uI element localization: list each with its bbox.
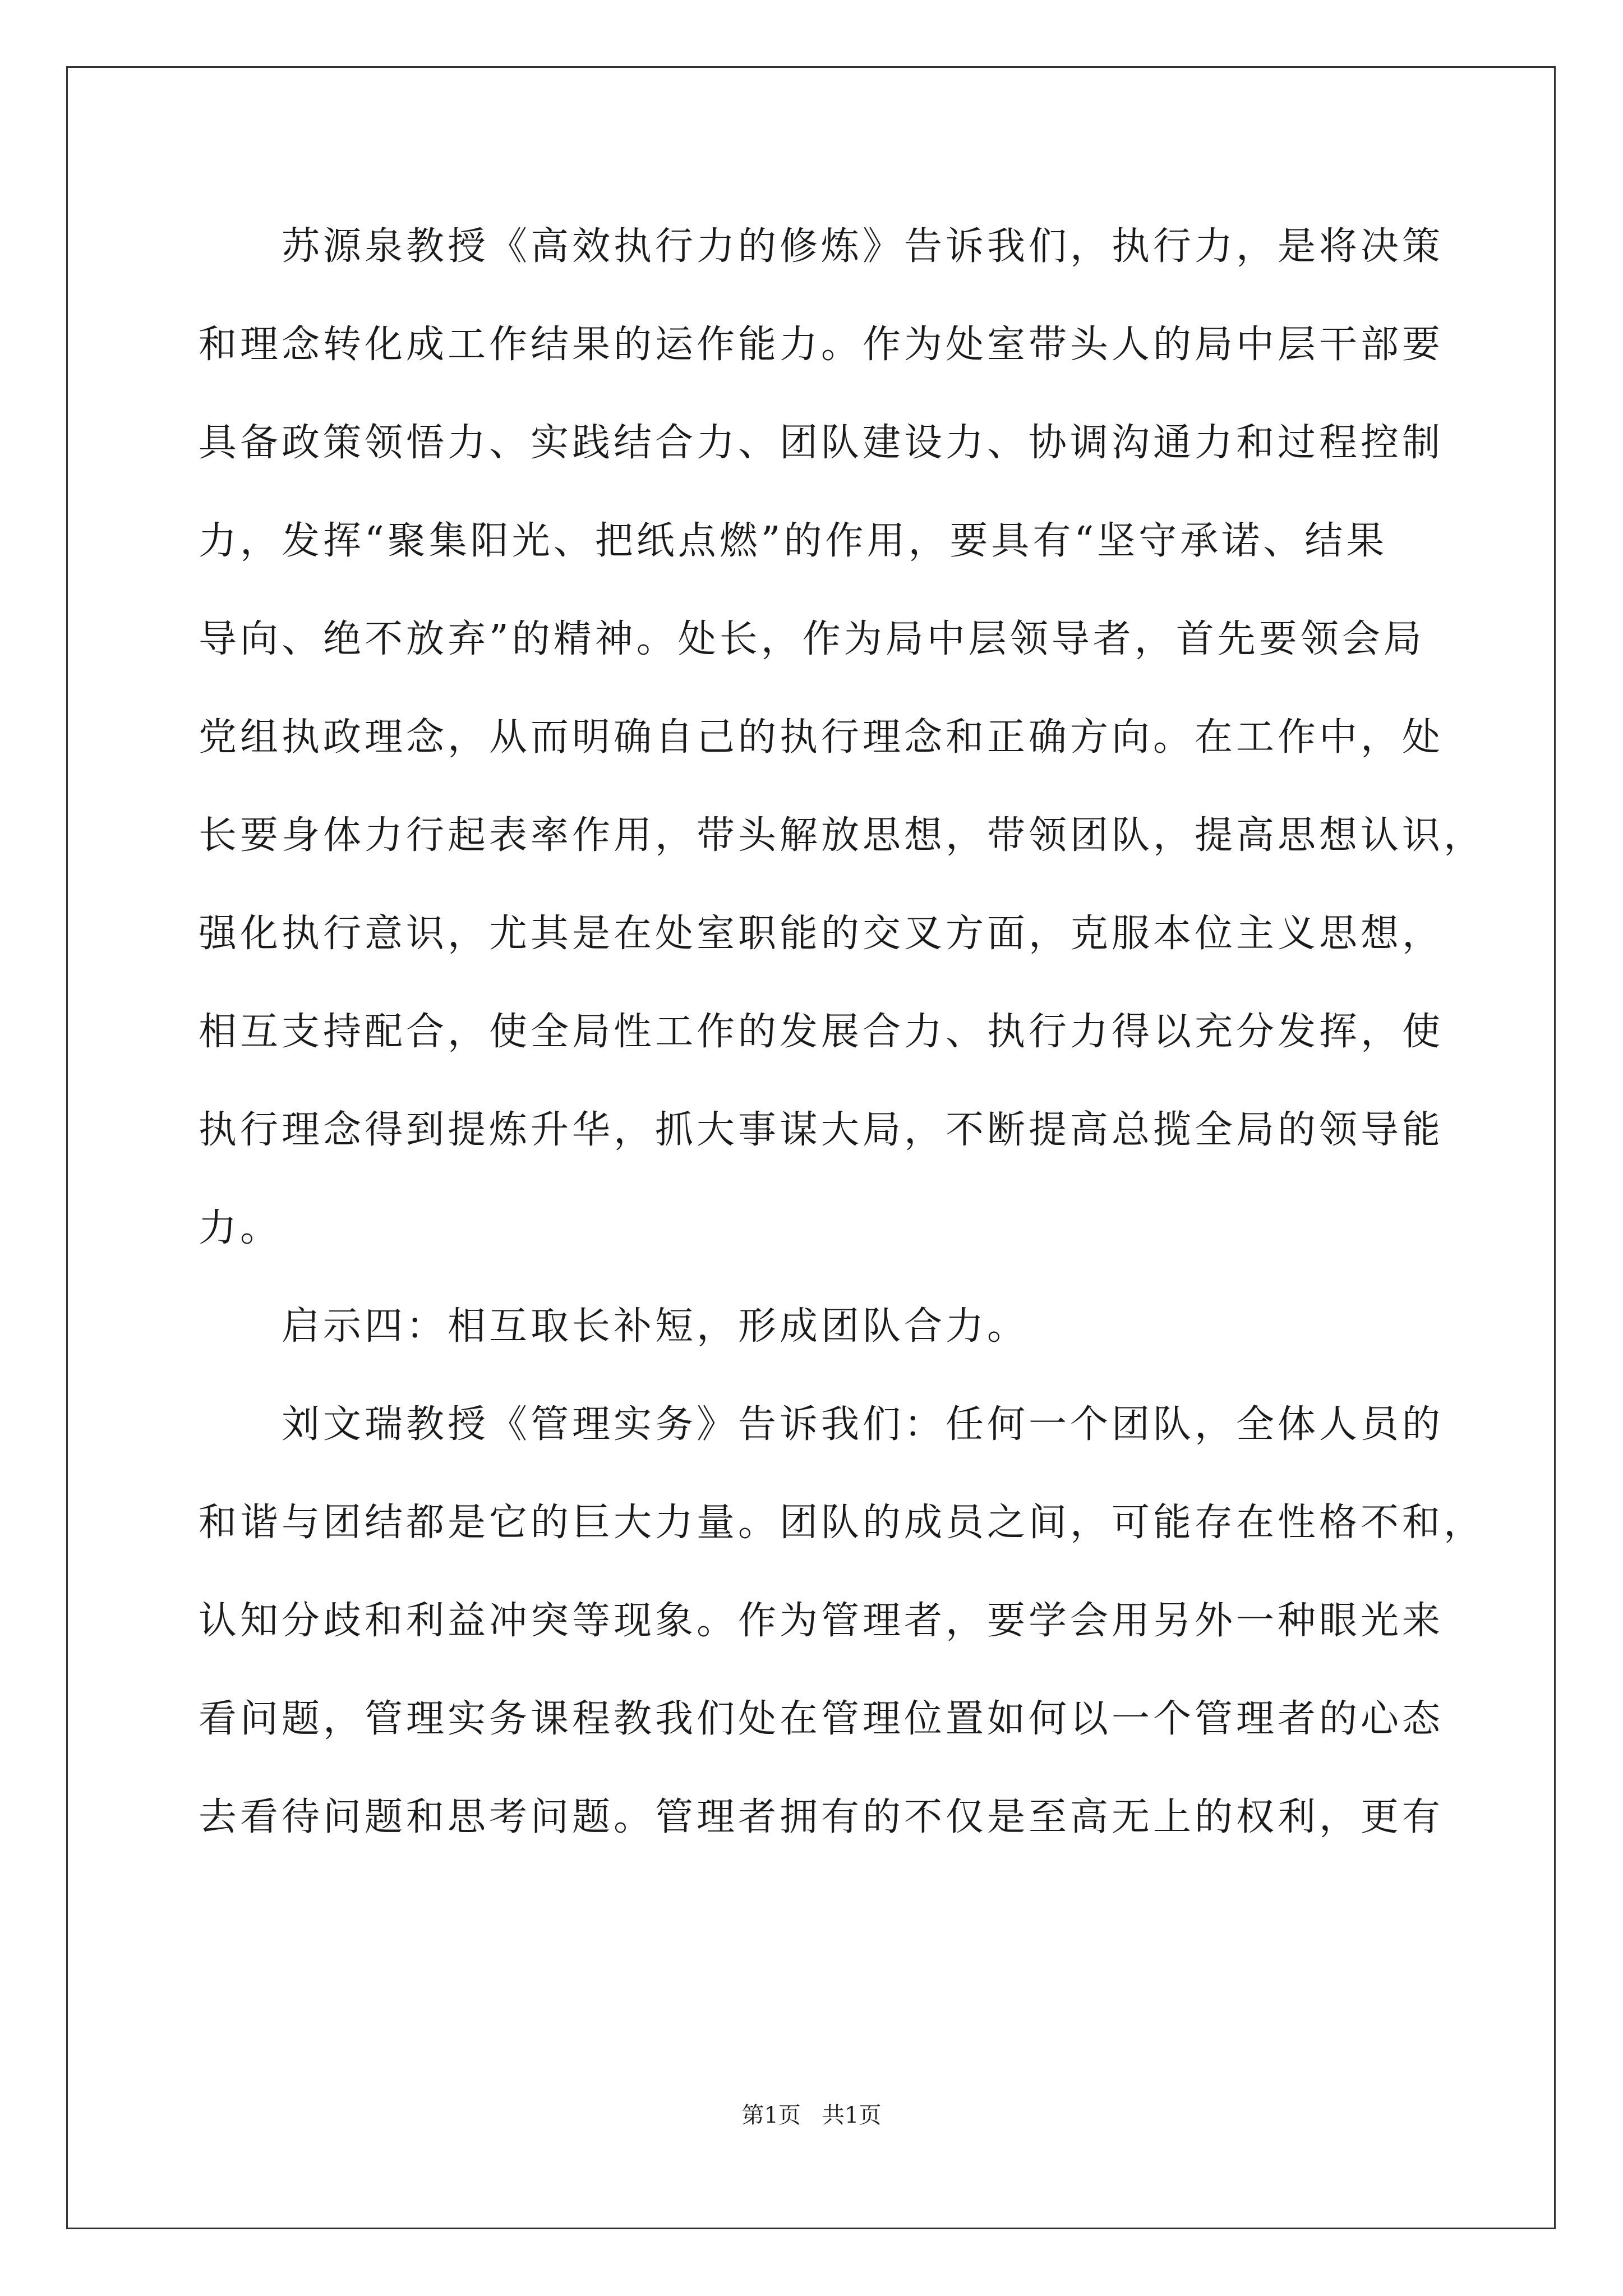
text-line: 苏源泉教授《高效执行力的修炼》告诉我们，执行力，是将决策 bbox=[199, 224, 1444, 269]
text-line: 认知分歧和利益冲突等现象。作为管理者，要学会用另外一种眼光来 bbox=[199, 1599, 1444, 1643]
text-line: 力，发挥“聚集阳光、把纸点燃”的作用，要具有“坚守承诺、结果 bbox=[199, 519, 1388, 563]
text-line: 看问题，管理实务课程教我们处在管理位置如何以一个管理者的心态 bbox=[199, 1697, 1444, 1741]
page-number-footer: 第1页 共1页 bbox=[741, 2102, 882, 2128]
text-line: 去看待问题和思考问题。管理者拥有的不仅是至高无上的权利，更有 bbox=[199, 1795, 1444, 1839]
text-line: 刘文瑞教授《管理实务》告诉我们：任何一个团队，全体人员的 bbox=[199, 1402, 1444, 1447]
text-line: 和理念转化成工作结果的运作能力。作为处室带头人的局中层干部要 bbox=[199, 323, 1444, 367]
text-line: 党组执政理念，从而明确自己的执行理念和正确方向。在工作中，处 bbox=[199, 715, 1444, 760]
text-line: 力。 bbox=[199, 1206, 282, 1250]
text-line: 强化执行意识，尤其是在处室职能的交叉方面，克服本位主义思想， bbox=[199, 912, 1444, 956]
text-line: 相互支持配合，使全局性工作的发展合力、执行力得以充分发挥，使 bbox=[199, 1010, 1444, 1054]
text-line: 执行理念得到提炼升华，抓大事谋大局，不断提高总揽全局的领导能 bbox=[199, 1108, 1444, 1152]
text-line: 长要身体力行起表率作用，带头解放思想，带领团队，提高思想认识， bbox=[199, 813, 1486, 858]
text-line: 导向、绝不放弃”的精神。处长，作为局中层领导者，首先要领会局 bbox=[199, 617, 1425, 661]
section-heading: 启示四：相互取长补短，形成团队合力。 bbox=[199, 1304, 1029, 1349]
text-line: 具备政策领悟力、实践结合力、团队建设力、协调沟通力和过程控制 bbox=[199, 421, 1444, 465]
text-line: 和谐与团结都是它的巨大力量。团队的成员之间，可能存在性格不和， bbox=[199, 1501, 1486, 1545]
